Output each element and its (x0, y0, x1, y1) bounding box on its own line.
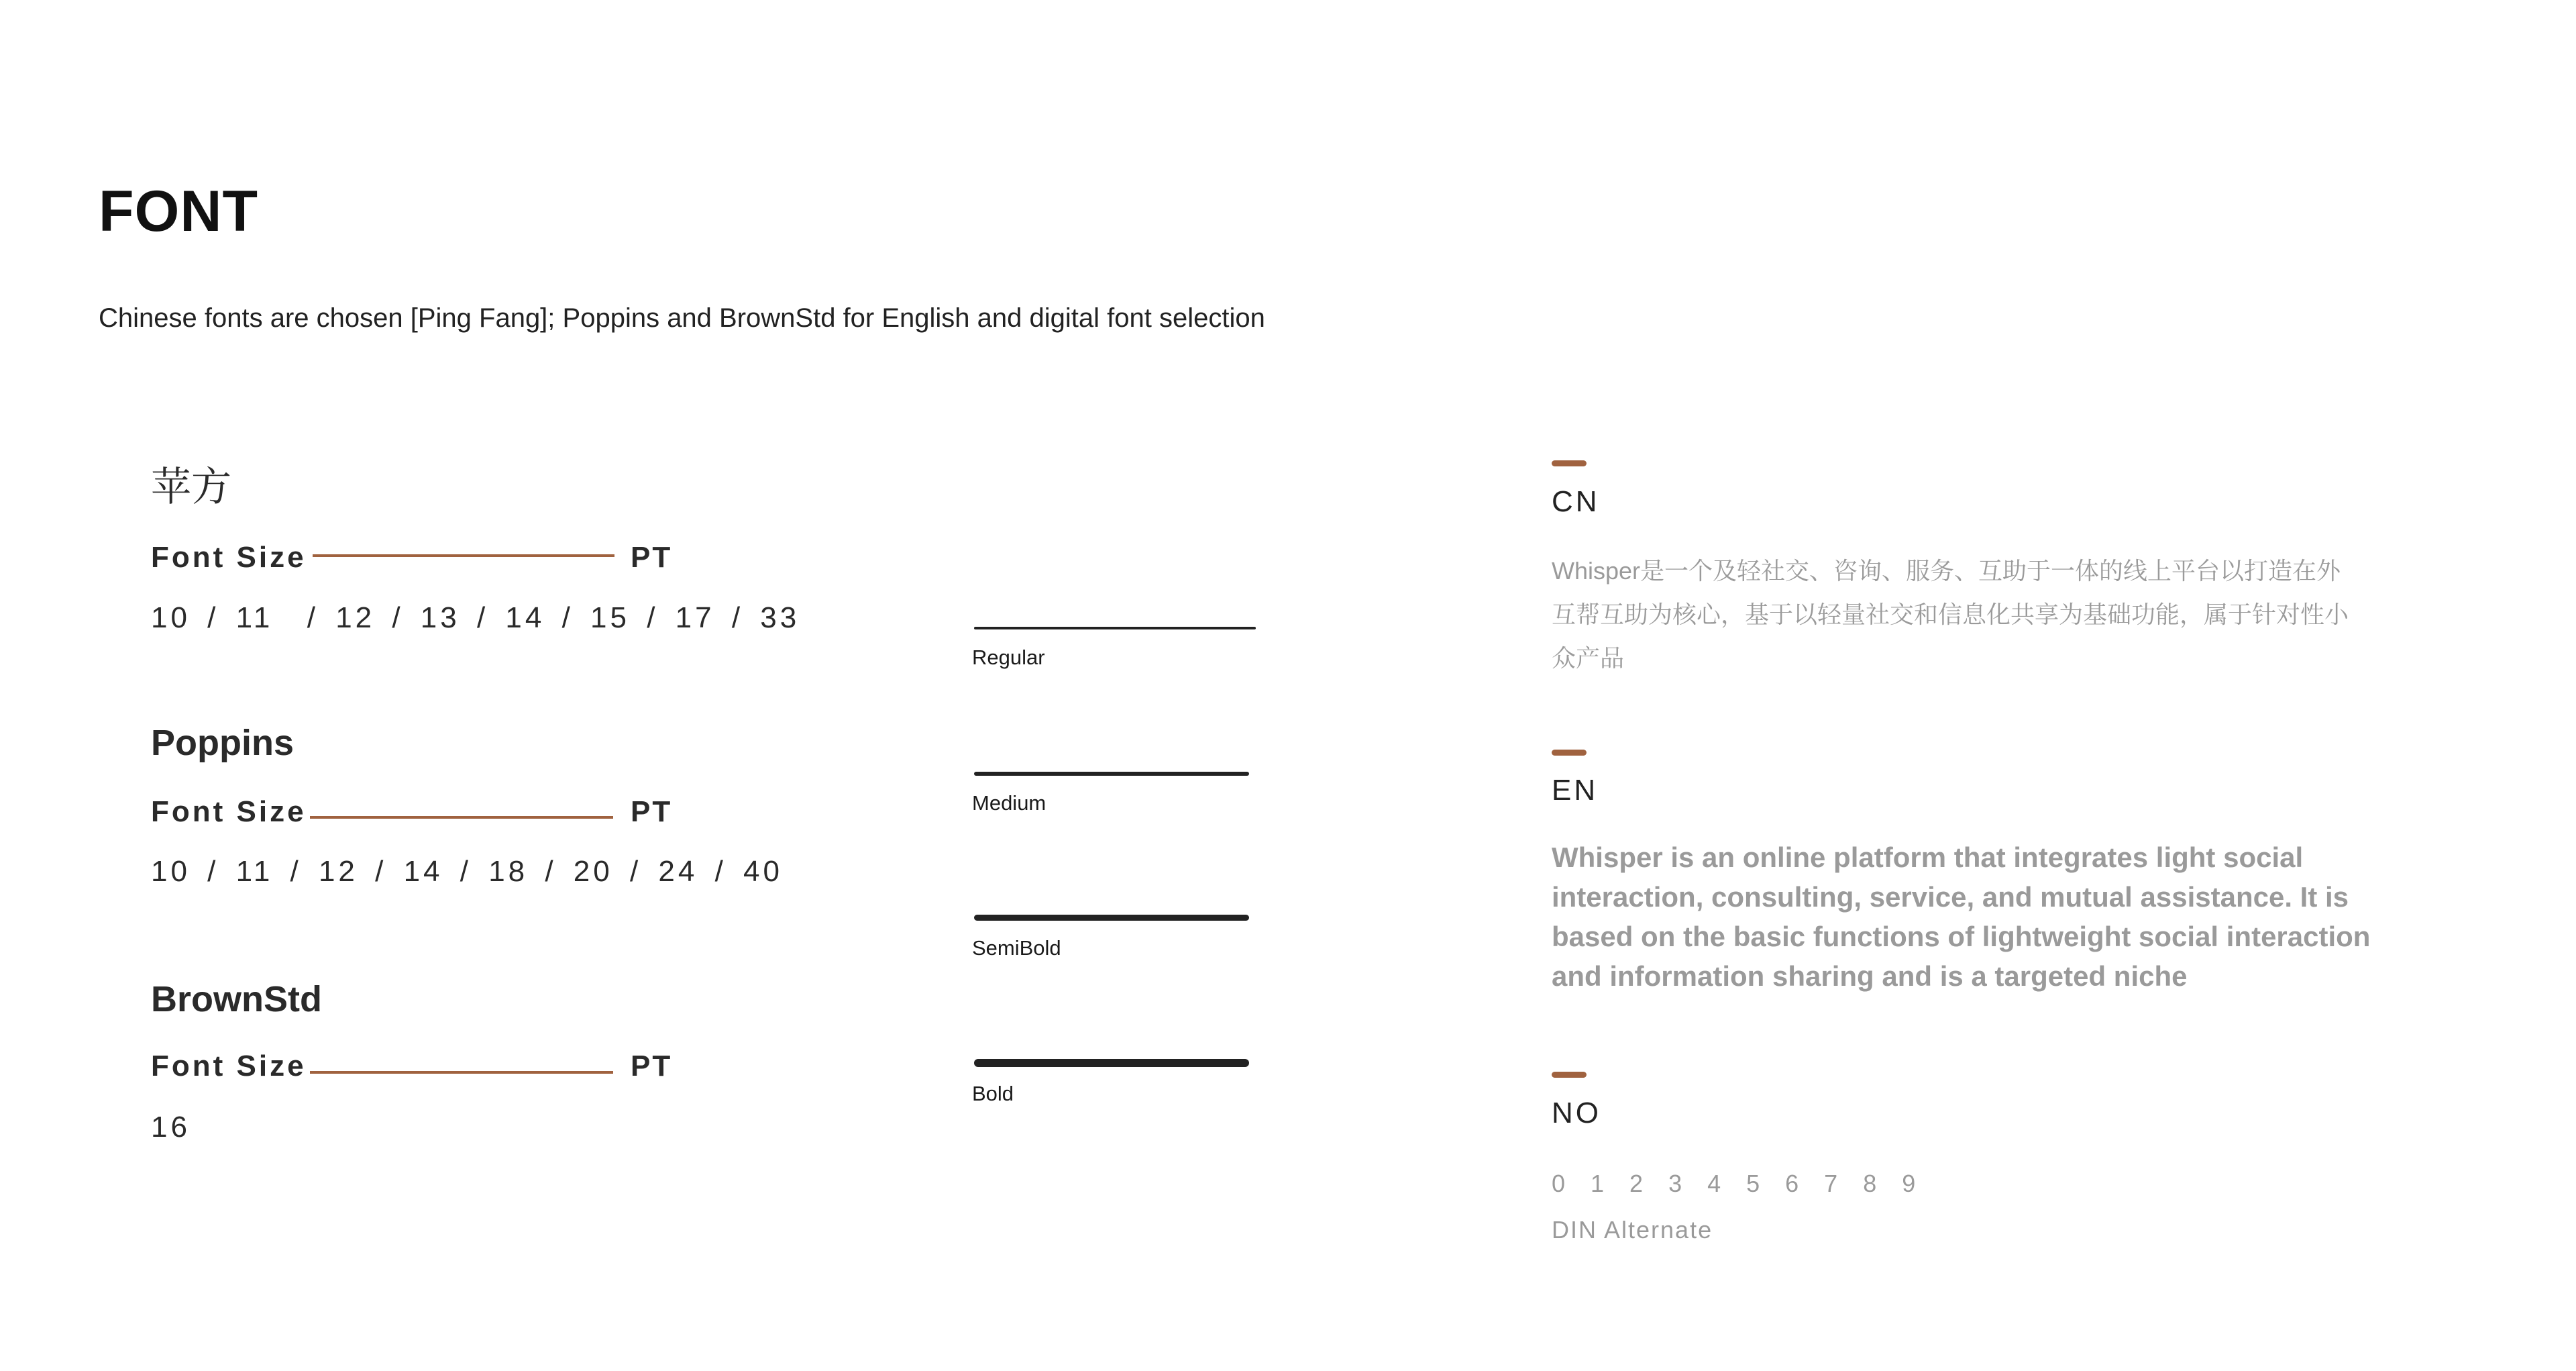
en-marker (1552, 750, 1587, 756)
font-name-pingfang: 苹方 (151, 464, 231, 509)
font-size-unit: PT (631, 541, 673, 574)
weight-line-semibold (974, 915, 1249, 921)
font-size-values: 10 / 11 / 12 / 14 / 18 / 20 / 24 / 40 (151, 855, 783, 888)
font-name-poppins: Poppins (151, 723, 294, 763)
weight-label-semibold: SemiBold (972, 936, 1061, 960)
no-section-label: NO (1552, 1097, 1601, 1129)
cn-section-label: CN (1552, 485, 1600, 518)
font-size-divider (313, 554, 614, 557)
en-section-label: EN (1552, 774, 1599, 807)
font-size-values: 16 (151, 1111, 191, 1144)
page-title: FONT (99, 179, 259, 244)
weight-label-medium: Medium (972, 791, 1046, 815)
font-size-values: 10 / 11 / 12 / 13 / 14 / 15 / 17 / 33 (151, 601, 800, 634)
font-size-label: Font Size (151, 541, 307, 574)
weight-line-medium (974, 772, 1249, 776)
page-subtitle: Chinese fonts are chosen [Ping Fang]; Poppins and BrownStd for English and digital font selection (99, 303, 1265, 333)
weight-line-bold (974, 1059, 1249, 1067)
no-marker (1552, 1072, 1587, 1078)
digits-font-name: DIN Alternate (1552, 1216, 1713, 1243)
weight-label-regular: Regular (972, 646, 1045, 669)
font-size-label: Font Size (151, 1050, 307, 1082)
digits-sample: 0 1 2 3 4 5 6 7 8 9 (1552, 1170, 1925, 1197)
font-size-divider (310, 1071, 613, 1074)
font-size-label: Font Size (151, 795, 307, 828)
font-size-unit: PT (631, 1050, 673, 1082)
weight-label-bold: Bold (972, 1082, 1014, 1105)
font-size-divider (310, 816, 613, 819)
weight-line-regular (974, 627, 1256, 629)
en-sample-text: Whisper is an online platform that integrates light social interaction, consulting, service, and mutual assistance. It is based on the basic functions of lightweight social interaction and information sharing and is a targeted niche (1552, 842, 2371, 992)
cn-marker (1552, 460, 1587, 466)
cn-sample-text: Whisper是一个及轻社交、咨询、服务、互助于一体的线上平台以打造在外互帮互助为核心，基于以轻量社交和信息化共享为基础功能，属于针对性小众产品 (1552, 557, 2349, 672)
font-size-unit: PT (631, 795, 673, 828)
font-name-brownstd: BrownStd (151, 979, 322, 1019)
